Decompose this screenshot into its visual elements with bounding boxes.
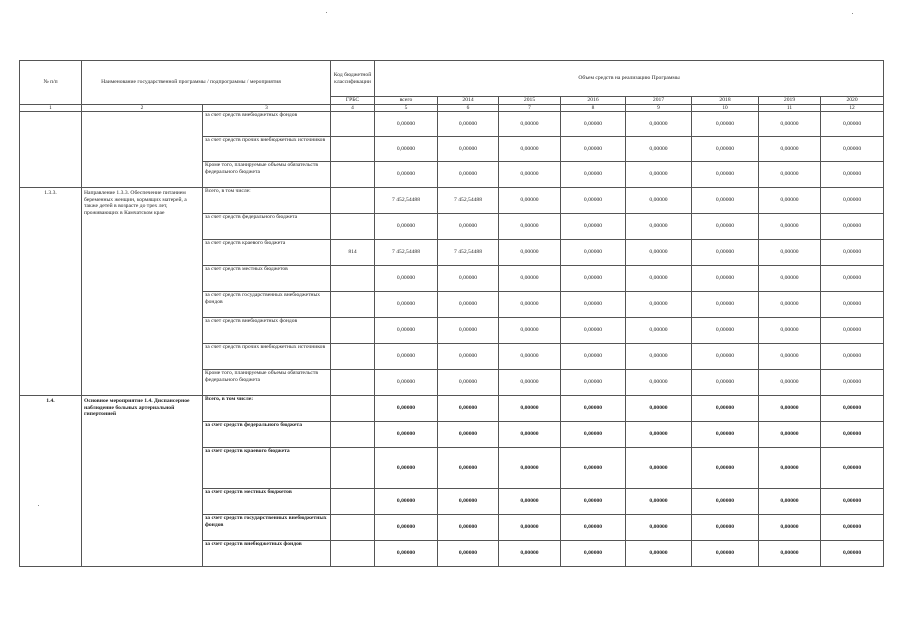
amount-year: 0,00000 (821, 214, 884, 240)
amount-year: 0,00000 (438, 344, 499, 370)
budget-code (331, 422, 375, 448)
table-header (20, 61, 884, 112)
amount-year: 0,00000 (821, 112, 884, 137)
amount-year: 0,00000 (759, 515, 821, 541)
amount-year: 0,00000 (759, 137, 821, 162)
amount-year: 0,00000 (692, 396, 759, 422)
funding-source: за счет средств краевого бюджета (203, 240, 331, 266)
amount-year: 0,00000 (499, 162, 561, 188)
amount-year: 0,00000 (821, 292, 884, 318)
amount-year: 0,00000 (626, 137, 692, 162)
amount-year: 0,00000 (561, 396, 626, 422)
amount-year: 0,00000 (561, 292, 626, 318)
amount-year: 0,00000 (561, 448, 626, 489)
table-body (20, 112, 884, 567)
amount-year: 0,00000 (692, 214, 759, 240)
amount-year: 0,00000 (692, 422, 759, 448)
funding-source: за счет средств внебюджетных фондов (203, 541, 331, 567)
amount-year: 0,00000 (821, 422, 884, 448)
amount-total: 0,00000 (375, 448, 438, 489)
amount-year: 0,00000 (692, 489, 759, 515)
funding-source: за счет средств местных бюджетов (203, 266, 331, 292)
amount-total: 0,00000 (375, 541, 438, 567)
amount-year: 0,00000 (692, 318, 759, 344)
header-code: Код бюджетной классификации (331, 61, 375, 97)
amount-year: 0,00000 (438, 266, 499, 292)
amount-total: 0,00000 (375, 292, 438, 318)
amount-total: 0,00000 (375, 318, 438, 344)
amount-year: 0,00000 (692, 137, 759, 162)
budget-code (331, 318, 375, 344)
amount-year: 0,00000 (438, 137, 499, 162)
funding-source: Всего, в том числе: (203, 188, 331, 214)
amount-total: 0,00000 (375, 112, 438, 137)
column-index: 10 (692, 105, 759, 112)
funding-source: за счет средств прочих внебюджетных источников (203, 137, 331, 162)
header-total: всего (375, 97, 438, 105)
amount-year: 0,00000 (561, 162, 626, 188)
amount-year: 0,00000 (821, 515, 884, 541)
amount-year: 0,00000 (561, 318, 626, 344)
table-row (20, 396, 884, 422)
amount-year: 0,00000 (821, 318, 884, 344)
program-name: Направление 1.3.3. Обеспечение питанием беременных женщин, кормящих матерей, а также детей в возрасте до трех лет, проживающих в Камчатском крае (82, 188, 203, 396)
amount-year: 0,00000 (438, 318, 499, 344)
header-year: 2016 (561, 97, 626, 105)
amount-year: 0,00000 (626, 292, 692, 318)
amount-year: 0,00000 (692, 162, 759, 188)
budget-code (331, 162, 375, 188)
amount-year: 0,00000 (499, 292, 561, 318)
amount-year: 0,00000 (626, 515, 692, 541)
header-grbs: ГРБС (331, 97, 375, 105)
amount-year: 0,00000 (692, 266, 759, 292)
scan-speck (326, 12, 327, 13)
amount-total: 0,00000 (375, 344, 438, 370)
amount-year: 0,00000 (692, 370, 759, 396)
amount-year: 0,00000 (821, 344, 884, 370)
amount-year: 0,00000 (759, 188, 821, 214)
amount-year: 0,00000 (692, 240, 759, 266)
table-row (20, 112, 884, 137)
column-index: 4 (331, 105, 375, 112)
amount-year: 0,00000 (561, 515, 626, 541)
amount-total: 0,00000 (375, 137, 438, 162)
amount-year: 0,00000 (759, 541, 821, 567)
amount-year: 0,00000 (438, 489, 499, 515)
funding-source: за счет средств государственных внебюджетных фондов (203, 515, 331, 541)
budget-table-sheet (19, 60, 883, 567)
amount-year: 0,00000 (626, 448, 692, 489)
header-name: Наименование государственной программы / подпрограммы / мероприятия (82, 61, 331, 105)
amount-year: 0,00000 (626, 344, 692, 370)
amount-year: 0,00000 (626, 240, 692, 266)
amount-year: 0,00000 (561, 370, 626, 396)
column-index: 3 (203, 105, 331, 112)
amount-year: 0,00000 (499, 422, 561, 448)
budget-code (331, 344, 375, 370)
column-index: 2 (82, 105, 203, 112)
budget-code (331, 396, 375, 422)
amount-year: 0,00000 (626, 162, 692, 188)
budget-code (331, 266, 375, 292)
amount-year: 0,00000 (626, 112, 692, 137)
amount-year: 0,00000 (499, 214, 561, 240)
amount-total: 0,00000 (375, 515, 438, 541)
header-year: 2019 (759, 97, 821, 105)
amount-year: 0,00000 (821, 240, 884, 266)
amount-total: 7 452,54488 (375, 188, 438, 214)
amount-year: 0,00000 (692, 541, 759, 567)
program-name (82, 112, 203, 188)
amount-year: 0,00000 (759, 344, 821, 370)
amount-year: 0,00000 (499, 344, 561, 370)
amount-year: 0,00000 (759, 240, 821, 266)
amount-year: 0,00000 (821, 396, 884, 422)
amount-year: 0,00000 (499, 541, 561, 567)
budget-code (331, 541, 375, 567)
amount-year: 0,00000 (759, 214, 821, 240)
amount-year: 0,00000 (759, 266, 821, 292)
budget-code (331, 370, 375, 396)
amount-year: 0,00000 (438, 396, 499, 422)
budget-code: 814 (331, 240, 375, 266)
funding-source: Кроме того, планируемые объемы обязательств федерального бюджета (203, 162, 331, 188)
amount-year: 0,00000 (499, 318, 561, 344)
amount-year: 0,00000 (692, 344, 759, 370)
header-number: № п/п (20, 61, 82, 105)
budget-code (331, 448, 375, 489)
budget-code (331, 214, 375, 240)
column-index: 9 (626, 105, 692, 112)
amount-year: 0,00000 (561, 112, 626, 137)
amount-year: 0,00000 (499, 137, 561, 162)
amount-total: 0,00000 (375, 396, 438, 422)
amount-year: 0,00000 (821, 448, 884, 489)
table-row (20, 188, 884, 214)
row-number: 1.4. (20, 396, 82, 567)
amount-year: 0,00000 (626, 422, 692, 448)
amount-year: 0,00000 (692, 188, 759, 214)
amount-year: 0,00000 (759, 448, 821, 489)
amount-year: 0,00000 (561, 266, 626, 292)
amount-year: 7 452,54488 (438, 188, 499, 214)
amount-year: 0,00000 (499, 112, 561, 137)
funding-source: за счет средств федерального бюджета (203, 422, 331, 448)
budget-code (331, 137, 375, 162)
amount-year: 0,00000 (692, 292, 759, 318)
amount-year: 0,00000 (759, 112, 821, 137)
column-index: 1 (20, 105, 82, 112)
scan-speck (852, 13, 853, 14)
amount-year: 0,00000 (759, 489, 821, 515)
amount-year: 0,00000 (561, 240, 626, 266)
amount-year: 0,00000 (499, 515, 561, 541)
amount-year: 0,00000 (759, 370, 821, 396)
amount-year: 0,00000 (438, 515, 499, 541)
funding-source: за счет средств государственных внебюджетных фондов (203, 292, 331, 318)
program-name: Основное мероприятие 1.4. Диспансерное наблюдение больных артериальной гипертонией (82, 396, 203, 567)
amount-year: 0,00000 (821, 489, 884, 515)
funding-source: за счет средств федерального бюджета (203, 214, 331, 240)
header-year: 2020 (821, 97, 884, 105)
header-year: 2015 (499, 97, 561, 105)
amount-year: 0,00000 (561, 541, 626, 567)
amount-year: 0,00000 (561, 214, 626, 240)
amount-year: 0,00000 (499, 266, 561, 292)
amount-year: 0,00000 (821, 541, 884, 567)
budget-code (331, 292, 375, 318)
amount-year: 0,00000 (499, 240, 561, 266)
budget-table (19, 60, 884, 567)
amount-year: 0,00000 (438, 541, 499, 567)
amount-year: 0,00000 (499, 448, 561, 489)
header-year: 2017 (626, 97, 692, 105)
budget-code (331, 515, 375, 541)
column-index: 6 (438, 105, 499, 112)
amount-year: 0,00000 (626, 396, 692, 422)
amount-year: 0,00000 (759, 162, 821, 188)
amount-total: 0,00000 (375, 266, 438, 292)
amount-year: 0,00000 (438, 214, 499, 240)
amount-total: 0,00000 (375, 162, 438, 188)
funding-source: за счет средств внебюджетных фондов (203, 318, 331, 344)
amount-year: 0,00000 (759, 318, 821, 344)
amount-year: 0,00000 (821, 137, 884, 162)
budget-code (331, 112, 375, 137)
amount-year: 0,00000 (438, 370, 499, 396)
amount-year: 0,00000 (438, 422, 499, 448)
amount-year: 0,00000 (692, 448, 759, 489)
amount-year: 0,00000 (759, 292, 821, 318)
budget-code (331, 489, 375, 515)
column-index: 8 (561, 105, 626, 112)
amount-year: 0,00000 (499, 396, 561, 422)
funding-source: за счет средств местных бюджетов (203, 489, 331, 515)
amount-total: 0,00000 (375, 370, 438, 396)
amount-year: 0,00000 (759, 422, 821, 448)
amount-year: 0,00000 (692, 112, 759, 137)
column-index: 11 (759, 105, 821, 112)
funding-source: Кроме того, планируемые объемы обязательств федерального бюджета (203, 370, 331, 396)
amount-year: 0,00000 (821, 162, 884, 188)
amount-year: 0,00000 (626, 370, 692, 396)
amount-year: 0,00000 (821, 370, 884, 396)
amount-year: 0,00000 (499, 370, 561, 396)
header-volume: Объем средств на реализацию Программы (375, 61, 884, 97)
amount-total: 7 452,54488 (375, 240, 438, 266)
amount-year: 0,00000 (626, 266, 692, 292)
amount-year: 0,00000 (821, 188, 884, 214)
funding-source: за счет средств прочих внебюджетных источников (203, 344, 331, 370)
column-index: 12 (821, 105, 884, 112)
amount-total: 0,00000 (375, 489, 438, 515)
amount-year: 0,00000 (561, 489, 626, 515)
funding-source: Всего, в том числе: (203, 396, 331, 422)
amount-year: 0,00000 (626, 188, 692, 214)
amount-year: 0,00000 (626, 541, 692, 567)
amount-year: 0,00000 (561, 422, 626, 448)
budget-code (331, 188, 375, 214)
row-number: 1.3.3. (20, 188, 82, 396)
amount-year: 0,00000 (821, 266, 884, 292)
amount-total: 0,00000 (375, 214, 438, 240)
funding-source: за счет средств внебюджетных фондов (203, 112, 331, 137)
header-year: 2018 (692, 97, 759, 105)
row-number (20, 112, 82, 188)
amount-year: 0,00000 (561, 137, 626, 162)
amount-year: 0,00000 (499, 489, 561, 515)
amount-year: 0,00000 (438, 292, 499, 318)
amount-year: 0,00000 (561, 188, 626, 214)
amount-year: 0,00000 (692, 515, 759, 541)
amount-year: 0,00000 (499, 188, 561, 214)
amount-year: 0,00000 (626, 214, 692, 240)
column-index: 5 (375, 105, 438, 112)
amount-total: 0,00000 (375, 422, 438, 448)
amount-year: 0,00000 (438, 112, 499, 137)
header-year: 2014 (438, 97, 499, 105)
amount-year: 7 452,54488 (438, 240, 499, 266)
amount-year: 0,00000 (626, 489, 692, 515)
amount-year: 0,00000 (438, 448, 499, 489)
column-index: 7 (499, 105, 561, 112)
amount-year: 0,00000 (626, 318, 692, 344)
amount-year: 0,00000 (561, 344, 626, 370)
amount-year: 0,00000 (438, 162, 499, 188)
amount-year: 0,00000 (759, 396, 821, 422)
funding-source: за счет средств краевого бюджета (203, 448, 331, 489)
